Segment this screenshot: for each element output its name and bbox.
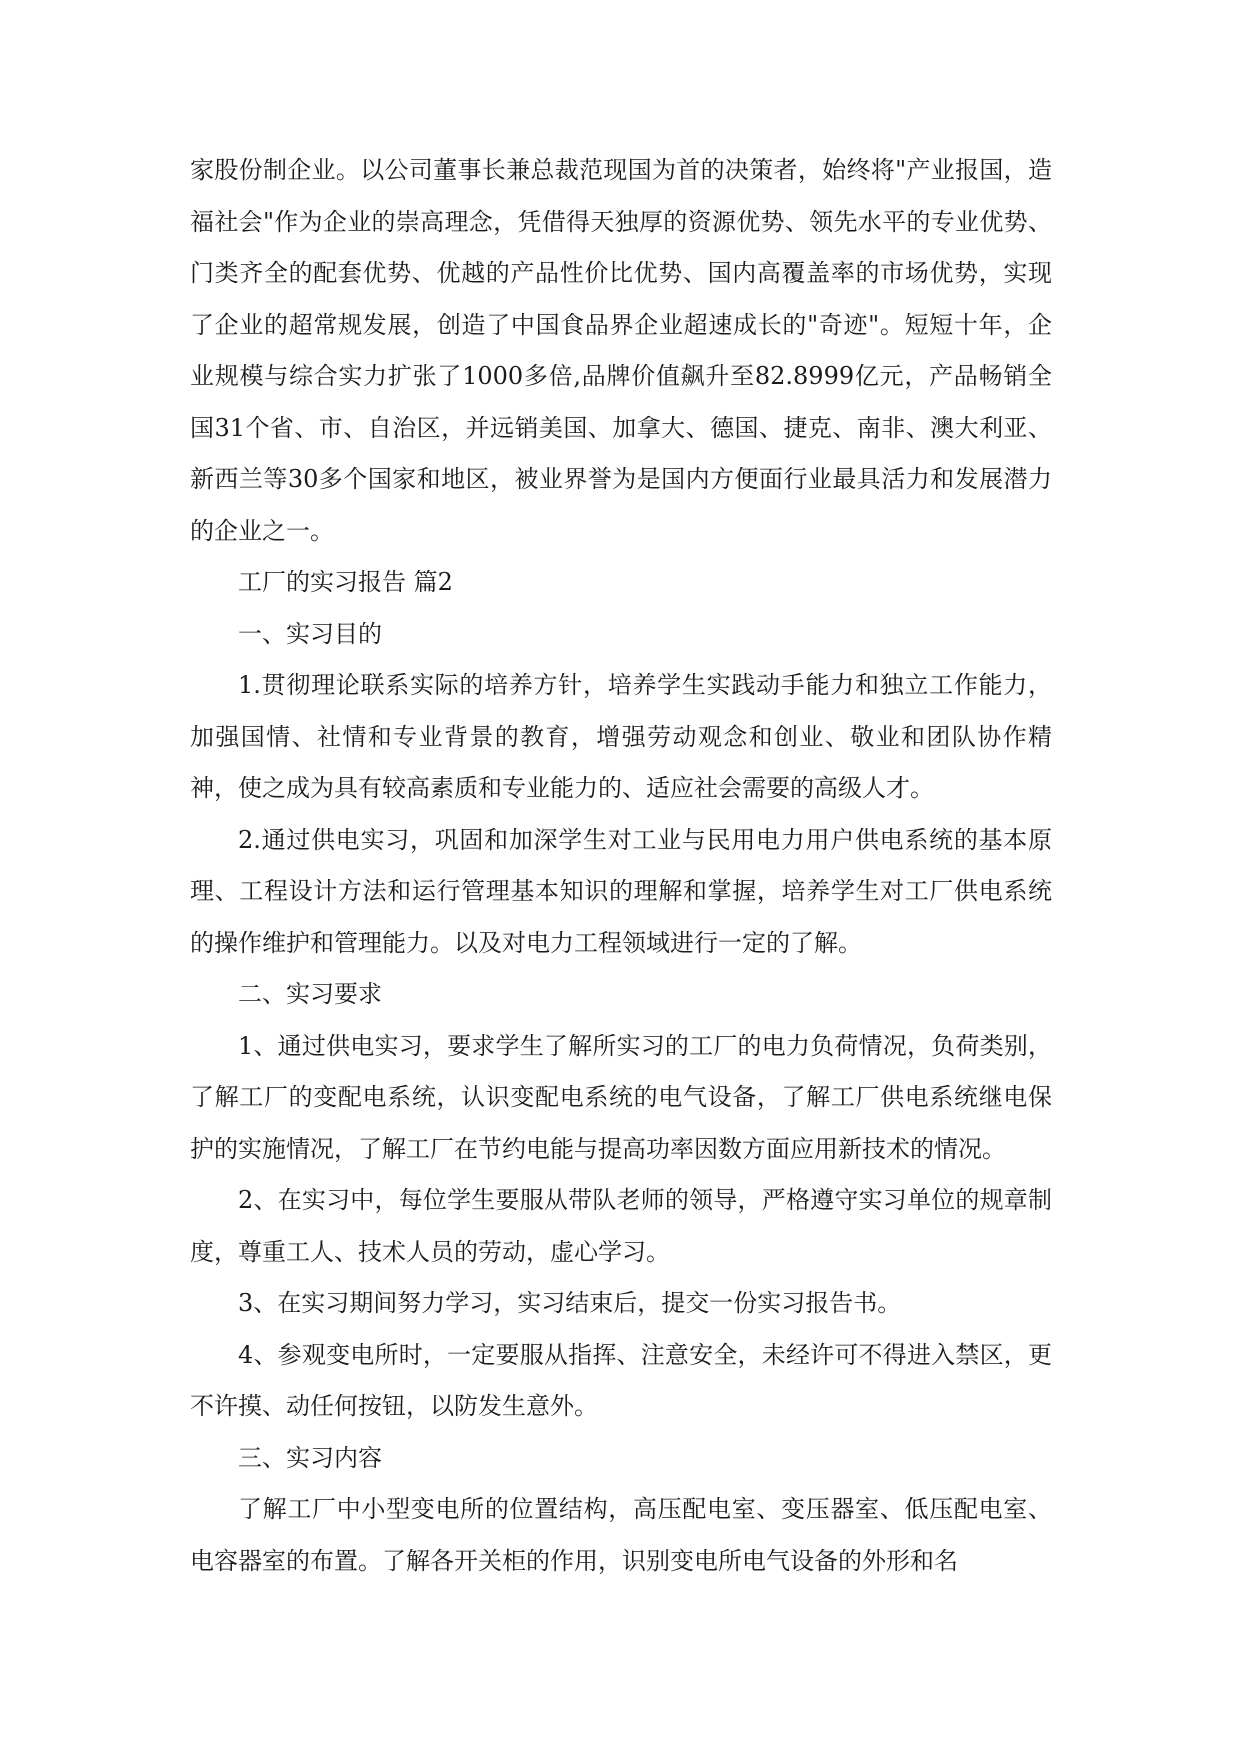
paragraph-purpose-1: 1.贯彻理论联系实际的培养方针，培养学生实践动手能力和独立工作能力，加强国情、社情和专业背景的教育，增强劳动观念和创业、敬业和团队协作精神，使之成为具有较高素质和专业能力的、适应社会需要的高级人才。	[190, 671, 1052, 802]
paragraph-content-1: 了解工厂中小型变电所的位置结构，高压配电室、变压器室、低压配电室、电容器室的布置。了解各开关柜的作用，识别变电所电气设备的外形和名	[190, 1495, 1052, 1575]
paragraph-requirement-4: 4、参观变电所时，一定要服从指挥、注意安全，未经许可不得进入禁区，更不许摸、动任何按钮，以防发生意外。	[190, 1340, 1052, 1420]
document-body	[190, 145, 1052, 1587]
heading-content: 三、实习内容	[238, 1443, 382, 1472]
section-title-report-2: 工厂的实习报告 篇2	[238, 568, 453, 596]
heading-purpose: 一、实习目的	[238, 619, 382, 648]
paragraph-requirement-3: 3、在实习期间努力学习，实习结束后，提交一份实习报告书。	[238, 1289, 902, 1317]
paragraph-requirement-1: 1、通过供电实习，要求学生了解所实习的工厂的电力负荷情况，负荷类别，了解工厂的变配电系统，认识变配电系统的电气设备，了解工厂供电系统继电保护的实施情况，了解工厂在节约电能与提高功率因数方面应用新技术的情况。	[190, 1031, 1052, 1163]
heading-requirements: 二、实习要求	[238, 980, 382, 1008]
paragraph-purpose-2: 2.通过供电实习，巩固和加深学生对工业与民用电力用户供电系统的基本原理、工程设计方法和运行管理基本知识的理解和掌握，培养学生对工厂供电系统的操作维护和管理能力。以及对电力工程领域进行一定的了解。	[190, 825, 1052, 957]
paragraph-company-intro: 家股份制企业。以公司董事长兼总裁范现国为首的决策者，始终将"产业报国，造福社会"作为企业的崇高理念，凭借得天独厚的资源优势、领先水平的专业优势、门类齐全的配套优势、优越的产品性价比优势、国内高覆盖率的市场优势，实现了企业的超常规发展，创造了中国食品界企业超速成长的"奇迹"。短短十年，企业规模与综合实力扩张了1000多倍,品牌价值飙升至82.8999亿元，产品畅销全国31个省、市、自治区，并远销美国、加拿大、德国、捷克、南非、澳大利亚、新西兰等30多个国家和地区，被业界誉为是国内方便面行业最具活力和发展潜力的企业之一。	[190, 156, 1052, 545]
paragraph-requirement-2: 2、在实习中，每位学生要服从带队老师的领导，严格遵守实习单位的规章制度，尊重工人、技术人员的劳动，虚心学习。	[190, 1186, 1052, 1266]
